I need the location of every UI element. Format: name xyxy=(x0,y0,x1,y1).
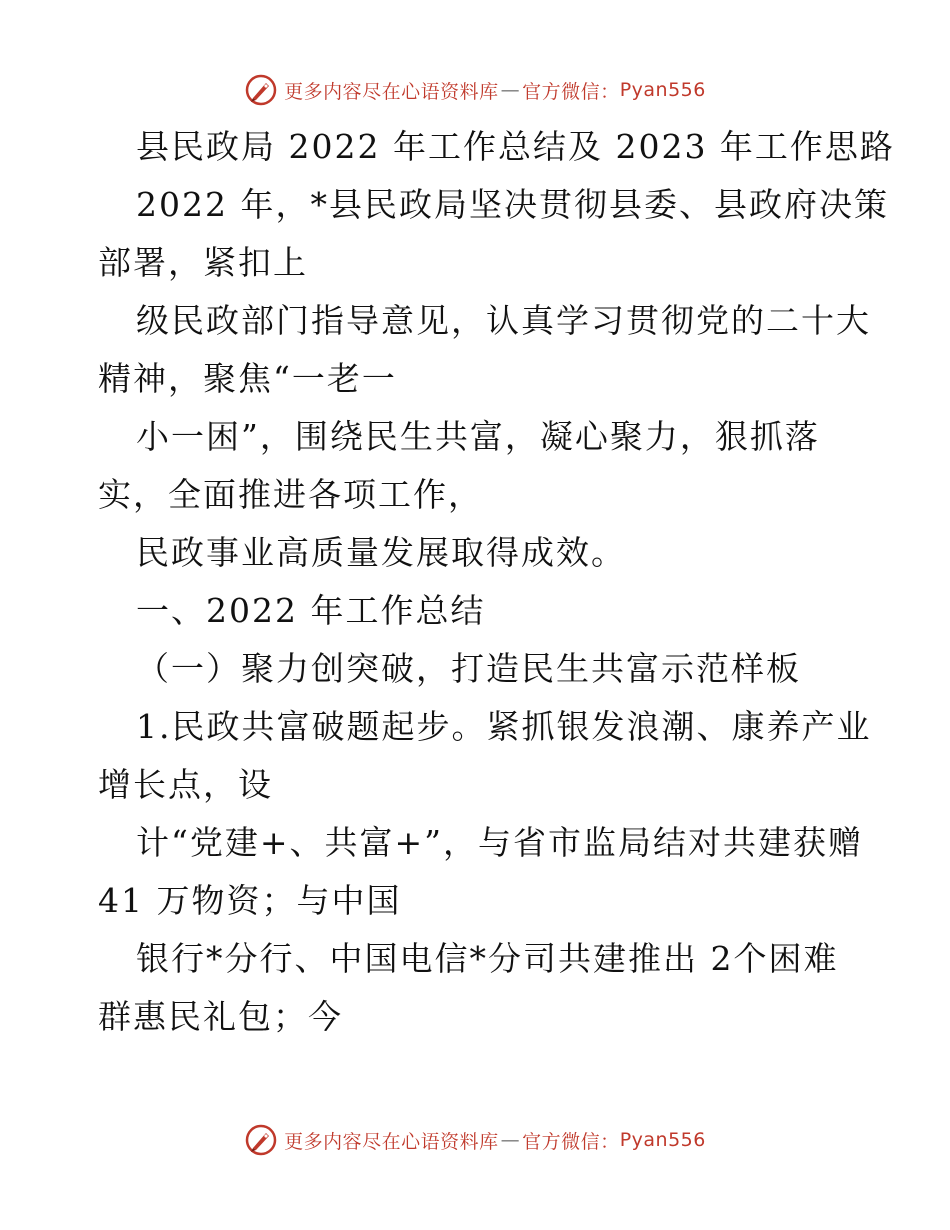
document-body xyxy=(98,118,895,1046)
text-line: 1.民政共富破题起步。紧抓银发浪潮、康养产业 xyxy=(136,707,872,746)
text-line: 民政事业高质量发展取得成效。 xyxy=(136,533,626,572)
watermark-contact-label: 官方微信： xyxy=(522,80,620,103)
text-line: 部署，紧扣上 xyxy=(98,243,308,282)
text-line: 级民政部门指导意见，认真学习贯彻党的二十大 xyxy=(136,301,871,340)
text-line: 41 万物资；与中国 xyxy=(98,881,402,920)
watermark-account: Pyan556 xyxy=(619,1129,706,1151)
document-title: 县民政局 2022 年工作总结及 2023 年工作思路 xyxy=(136,127,895,166)
watermark-account: Pyan556 xyxy=(619,79,706,101)
watermark-dash: — xyxy=(500,79,521,101)
text-line: 2022 年，*县民政局坚决贯彻县委、县政府决策 xyxy=(136,185,889,224)
footer-watermark-banner xyxy=(0,1122,950,1158)
text-line: 增长点，设 xyxy=(98,765,273,804)
watermark-dash: — xyxy=(500,1129,521,1151)
header-watermark-banner xyxy=(0,72,950,108)
pen-nib-icon xyxy=(244,1123,278,1157)
text-line: 群惠民礼包；今 xyxy=(98,997,343,1036)
subsection-heading: （一）聚力创突破，打造民生共富示范样板 xyxy=(136,649,801,688)
watermark-contact-label: 官方微信： xyxy=(522,1130,620,1153)
text-line: 小一困”，围绕民生共富，凝心聚力，狠抓落 xyxy=(136,417,820,456)
pen-nib-icon xyxy=(244,73,278,107)
text-line: 银行*分行、中国电信*分司共建推出 2个困难 xyxy=(136,939,839,978)
text-line: 实，全面推进各项工作， xyxy=(98,475,483,514)
section-heading: 一、2022 年工作总结 xyxy=(136,591,486,630)
watermark-site-name: 更多内容尽在心语资料库 xyxy=(284,80,499,103)
watermark-site-name: 更多内容尽在心语资料库 xyxy=(284,1130,499,1153)
text-line: 精神，聚焦“一老一 xyxy=(98,359,397,398)
text-line: 计“党建+、共富+”，与省市监局结对共建获赠 xyxy=(136,823,864,862)
